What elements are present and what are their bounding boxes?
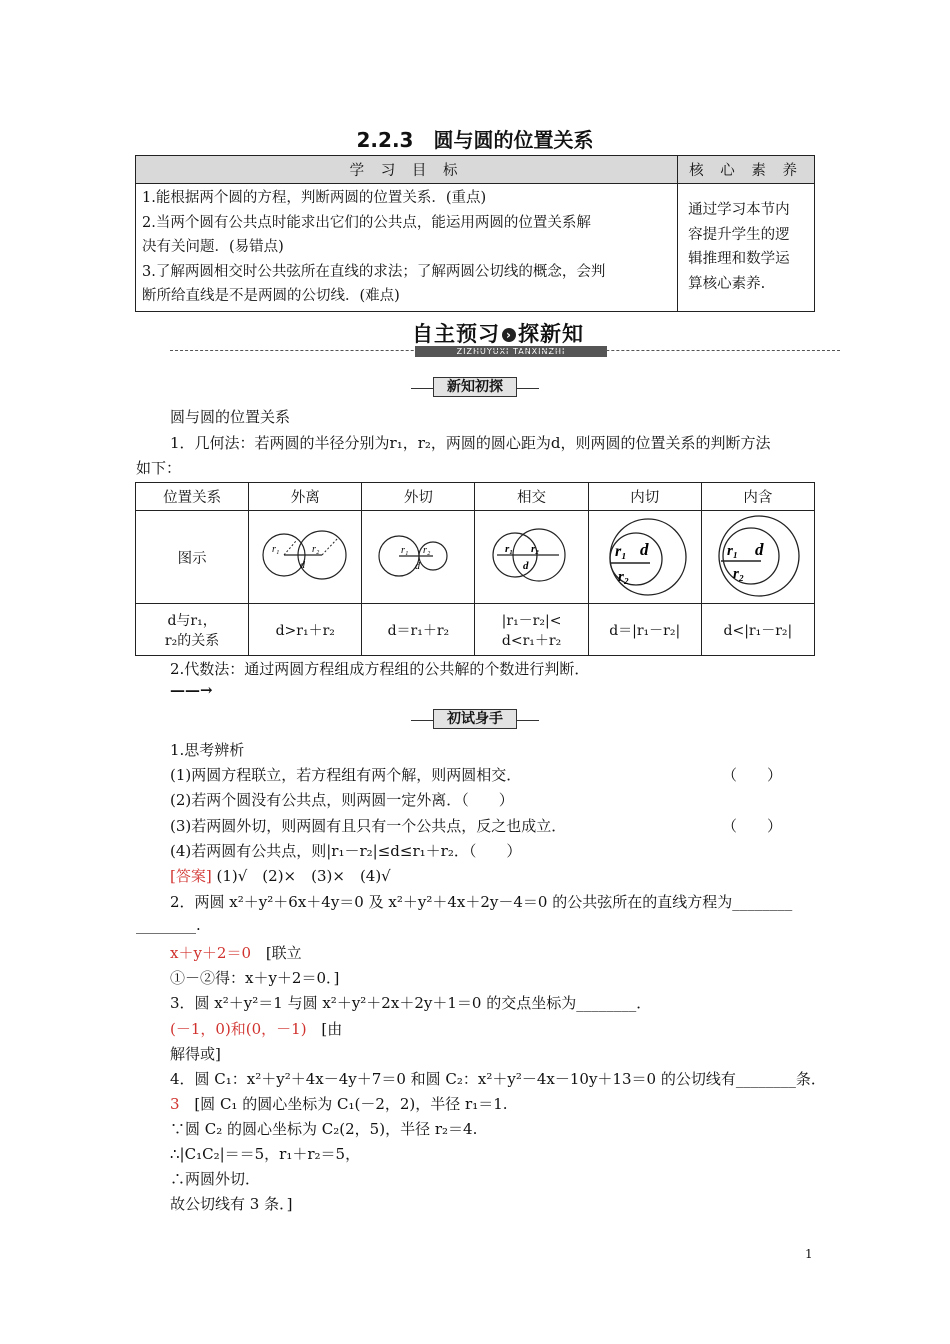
- banner-arrow-icon: ›: [502, 328, 516, 342]
- q1-paren: （ ）: [722, 766, 783, 784]
- figure-label: 图示: [136, 511, 249, 604]
- section-heading-1: [411, 377, 539, 397]
- figure-separate: [249, 511, 362, 604]
- label-d: d: [754, 540, 764, 559]
- internal-tangent-diagram: [590, 511, 700, 599]
- algebra-method: 2.代数法：通过两圆方程组成方程组的公共解的个数进行判断．: [170, 660, 590, 678]
- learning-goals-table: [135, 155, 815, 312]
- intro-text: 圆与圆的位置关系: [170, 408, 291, 426]
- q4-answer: [170, 1093, 508, 1114]
- separate-circles-diagram: [250, 511, 360, 599]
- literacy-cell: [678, 184, 815, 312]
- header-cell: 相交: [475, 483, 588, 511]
- label-r2: r₂: [617, 569, 629, 585]
- relation-value: d>r₁＋r₂: [249, 604, 362, 656]
- answer-tag: [答案]: [170, 867, 212, 885]
- q3-solution: 解得或]: [170, 1045, 221, 1063]
- header-cell: 外离: [249, 483, 362, 511]
- q4-answer-value: 3: [170, 1095, 180, 1113]
- q2-solution: ①－②得：x＋y＋2＝0．]: [170, 969, 340, 987]
- answer-text: (1)√ (2)× (3)× (4)√: [216, 867, 391, 885]
- q3-answer-value: (－1，0)和(0，－1): [170, 1020, 307, 1038]
- geo-method-line1: 1．几何法：若两圆的半径分别为r₁，r₂，两圆的圆心距为d，则两圆的位置关系的判断方法: [170, 434, 771, 452]
- relation-value: |r₁－r₂|<: [501, 612, 562, 629]
- relation-label-b: r₂的关系: [164, 632, 220, 649]
- label-r1: r₁: [726, 543, 738, 559]
- section-label: 新知初探: [433, 377, 517, 397]
- label-r2: r₂: [312, 544, 320, 555]
- header-cell: 内切: [588, 483, 701, 511]
- section-heading-2: [411, 709, 539, 729]
- q2-line2: ________.: [136, 916, 201, 934]
- arrow-line: ——→: [170, 681, 213, 699]
- q2-answer: [170, 942, 302, 963]
- goal-line: 1.能根据两个圆的方程，判断两圆的位置关系．(重点): [142, 190, 487, 206]
- q3-answer: [170, 1018, 342, 1039]
- q3-line1: 3．圆 x²＋y²＝1 与圆 x²＋y²＋2x＋2y＋1＝0 的交点坐标为________．: [170, 994, 652, 1012]
- q4-solution-line: [圆 C₁ 的圆心坐标为 C₁(－2，2)，半径 r₁＝1.: [194, 1095, 508, 1113]
- label-r2: r₂: [423, 545, 431, 556]
- figure-intersect: [475, 511, 588, 604]
- banner-subtitle: ZIZHUYUXI TANXINZHI: [415, 346, 607, 357]
- q4-line1: 4．圆 C₁：x²＋y²＋4x－4y＋7＝0 和圆 C₂：x²＋y²－4x－10y＋13＝0 的公切线有________条．: [170, 1070, 826, 1088]
- q1-item: (3)若两圆外切，则两圆有且只有一个公共点，反之也成立．: [170, 817, 567, 835]
- relation-value: d<|r₁－r₂|: [701, 604, 814, 656]
- figure-external-tangent: [362, 511, 475, 604]
- label-d: d: [415, 561, 421, 572]
- banner-main: 自主预习: [412, 322, 500, 346]
- relation-value: d＝r₁＋r₂: [362, 604, 475, 656]
- relation-value-sub: d<r₁＋r₂: [501, 632, 562, 649]
- literacy-line: 辑推理和数学运: [688, 251, 790, 268]
- relation-value: d＝|r₁－r₂|: [588, 604, 701, 656]
- goal-line: 断所给直线是不是两圆的公切线．(难点): [142, 288, 400, 304]
- banner-main2: 探新知: [518, 322, 584, 346]
- figure-internal-tangent: [588, 511, 701, 604]
- literacy-line: 容提升学生的逻: [688, 226, 790, 243]
- q1-paren: （ ）: [722, 817, 783, 835]
- q1-item: (4)若两圆有公共点，则|r₁－r₂|≤d≤r₁＋r₂．（ ）: [170, 842, 522, 860]
- goal-line: 3.了解两圆相交时公共弦所在直线的求法；了解两圆公切线的概念，会判: [142, 263, 606, 280]
- q1-item: (1)两圆方程联立，若方程组有两个解，则两圆相交．: [170, 766, 522, 784]
- label-d: d: [522, 560, 529, 572]
- relation-label-a: d与r₁，: [167, 612, 217, 629]
- q3-answer-rest: [由: [321, 1020, 343, 1038]
- literacy-line: 算核心素养.: [688, 275, 766, 292]
- header-cell: 外切: [362, 483, 475, 511]
- goals-cell: [136, 184, 678, 312]
- label-r1: r₁: [504, 543, 513, 555]
- relation-label-cell: [136, 604, 249, 656]
- external-tangent-diagram: [363, 511, 473, 599]
- relation-value-cell: [475, 604, 588, 656]
- goal-line: 2.当两个圆有公共点时能求出它们的公共点，能运用两圆的位置关系解: [142, 214, 591, 231]
- contain-diagram: [703, 511, 813, 599]
- label-r2: r₂: [732, 566, 744, 582]
- q1-item: (2)若两个圆没有公共点，则两圆一定外离．（ ）: [170, 791, 514, 809]
- label-r1: r₁: [272, 544, 280, 555]
- literacy-header: 核 心 素 养: [678, 156, 815, 184]
- section-label: 初试身手: [433, 709, 517, 729]
- geo-method-line2: 如下：: [136, 459, 182, 477]
- dashed-divider: [170, 350, 840, 351]
- q2-answer-rest: [联立: [265, 944, 302, 962]
- header-cell: 位置关系: [136, 483, 249, 511]
- q1-answer: [170, 865, 391, 886]
- q4-solution-line: 故公切线有 3 条．]: [170, 1195, 293, 1213]
- banner-title: [412, 318, 602, 344]
- q4-solution-line: ∴|C₁C₂|＝＝5，r₁＋r₂＝5，: [170, 1145, 361, 1163]
- label-d: d: [300, 560, 306, 571]
- page-number: 1: [805, 1247, 813, 1261]
- label-r2: r₂: [530, 543, 539, 555]
- literacy-line: 通过学习本节内: [688, 202, 790, 219]
- relation-table: [135, 482, 815, 656]
- header-cell: 内含: [701, 483, 814, 511]
- q4-solution-line: ∵圆 C₂ 的圆心坐标为 C₂(2，5)，半径 r₂＝4.: [170, 1120, 478, 1138]
- label-r1: r₁: [614, 543, 627, 560]
- q4-solution-line: ∴两圆外切．: [170, 1170, 261, 1188]
- label-d: d: [639, 540, 649, 559]
- goals-header: 学 习 目 标: [136, 156, 678, 184]
- q1-head: 1.思考辨析: [170, 741, 245, 759]
- intersect-diagram: [477, 511, 587, 599]
- q2-line1: 2．两圆 x²＋y²＋6x＋4y＝0 及 x²＋y²＋4x＋2y－4＝0 的公共弦所在的直线方程为________: [170, 893, 793, 911]
- goal-line: 决有关问题．(易错点): [142, 239, 284, 255]
- q2-answer-value: x＋y＋2＝0: [170, 944, 252, 962]
- page-title: 2.2.3 圆与圆的位置关系: [356, 128, 594, 152]
- figure-contain: [701, 511, 814, 604]
- label-r1: r₁: [401, 545, 409, 556]
